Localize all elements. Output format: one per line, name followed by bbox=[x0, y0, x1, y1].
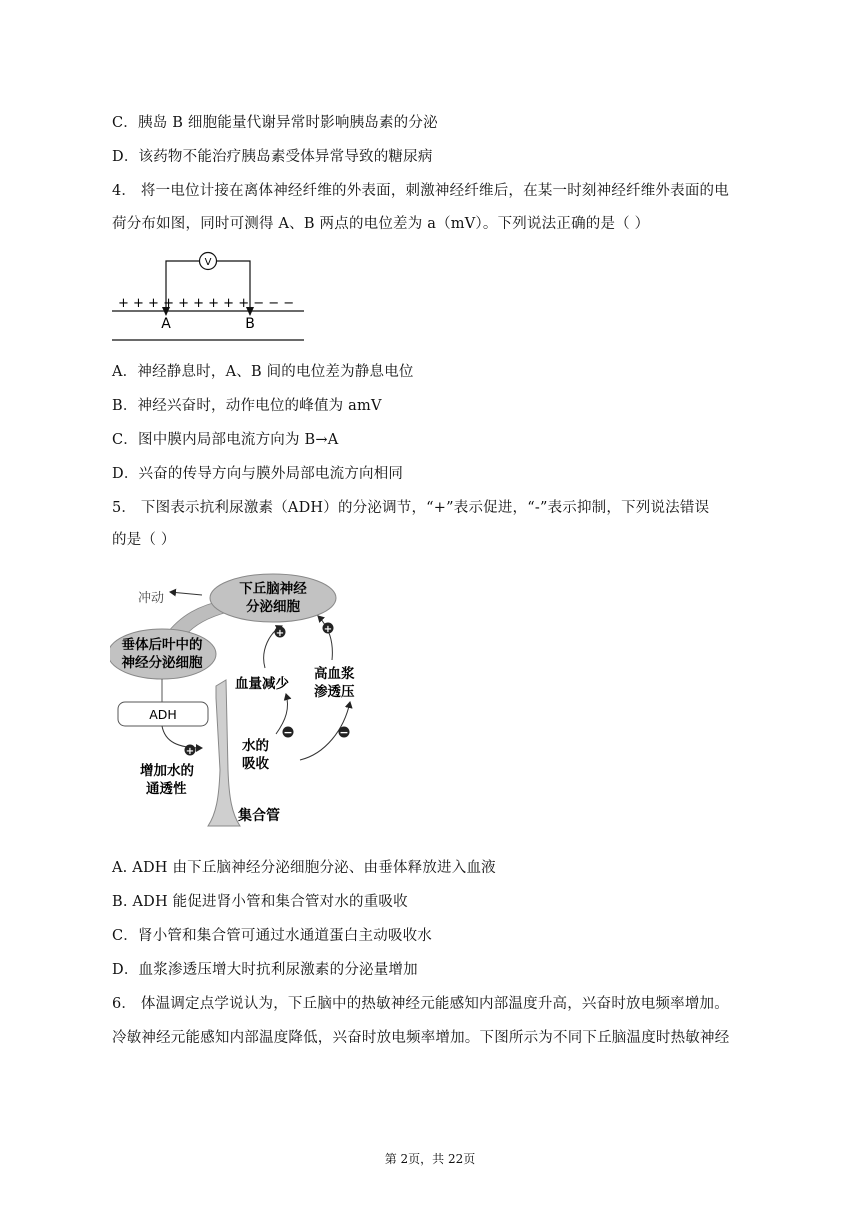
q6-line1: 6． 体温调定点学说认为，下丘脑中的热敏神经元能感知内部温度升高，兴奋时放电频率增加。 bbox=[112, 996, 729, 1012]
svg-text:−: − bbox=[283, 726, 293, 739]
high-osmotic-label-2: 渗透压 bbox=[314, 684, 355, 700]
q3-option-c: C．胰岛 B 细胞能量代谢异常时影响胰岛素的分泌 bbox=[112, 115, 438, 131]
permeability-label-2: 通透性 bbox=[146, 781, 187, 797]
high-osmotic-label-1: 高血浆 bbox=[314, 666, 355, 682]
q5-option-a: A. ADH 由下丘脑神经分泌细胞分泌、由垂体释放进入血液 bbox=[112, 860, 496, 876]
membrane-charges: + + + + + + + + + − − − bbox=[118, 296, 295, 311]
pituitary-label-1: 垂体后叶中的 bbox=[121, 637, 203, 653]
collecting-duct-label: 集合管 bbox=[238, 808, 280, 824]
q5-adh-regulation-figure bbox=[110, 570, 380, 835]
permeability-label-1: 增加水的 bbox=[140, 763, 194, 779]
q4-stem-line2: 荷分布如图，同时可测得 A、B 两点的电位差为 a（mV）。下列说法正确的是（ ） bbox=[112, 216, 650, 232]
svg-text:+: + bbox=[185, 746, 195, 757]
q3-option-d: D．该药物不能治疗胰岛素受体异常导致的糖尿病 bbox=[112, 149, 433, 165]
blood-loss-label: 血量减少 bbox=[235, 676, 289, 692]
svg-text:−: − bbox=[339, 726, 349, 739]
hypothalamus-label-1: 下丘脑神经 bbox=[239, 581, 307, 597]
q5-option-d: D．血浆渗透压增大时抗利尿激素的分泌量增加 bbox=[112, 962, 418, 978]
q4-option-a: A．神经静息时，A、B 间的电位差为静息电位 bbox=[112, 364, 414, 380]
q5-stem-line1: 5． 下图表示抗利尿激素（ADH）的分泌调节，“+”表示促进，“-”表示抑制，下列说法错误 bbox=[112, 500, 710, 516]
q5-option-b: B. ADH 能促进肾小管和集合管对水的重吸收 bbox=[112, 894, 408, 910]
svg-text:+: + bbox=[323, 624, 333, 635]
q5-option-c: C．肾小管和集合管可通过水通道蛋白主动吸收水 bbox=[112, 928, 432, 944]
water-absorption-label-1: 水的 bbox=[242, 738, 269, 754]
q4-option-b: B．神经兴奋时，动作电位的峰值为 amV bbox=[112, 398, 382, 414]
q4-option-c: C．图中膜内局部电流方向为 B→A bbox=[112, 432, 339, 448]
voltmeter-label: V bbox=[204, 257, 212, 268]
q4-option-d: D．兴奋的传导方向与膜外局部电流方向相同 bbox=[112, 466, 404, 482]
svg-text:+: + bbox=[275, 628, 285, 639]
impulse-label: 冲动 bbox=[138, 591, 165, 606]
adh-label: ADH bbox=[149, 707, 177, 722]
page-footer: 第 2页，共 22页 bbox=[384, 1152, 476, 1166]
point-b-label: B bbox=[245, 316, 255, 332]
q6-line2: 冷敏神经元能感知内部温度降低，兴奋时放电频率增加。下图所示为不同下丘脑温度时热敏神经 bbox=[112, 1030, 730, 1046]
pituitary-label-2: 神经分泌细胞 bbox=[121, 655, 203, 671]
water-absorption-label-2: 吸收 bbox=[242, 756, 269, 772]
q5-stem-line2: 的是（ ） bbox=[112, 532, 176, 548]
q4-nerve-fiber-figure bbox=[110, 244, 310, 344]
collecting-duct-shape bbox=[208, 680, 240, 826]
q4-stem-line1: 4． 将一电位计接在离体神经纤维的外表面，刺激神经纤维后，在某一时刻神经纤维外表面的电 bbox=[112, 183, 729, 199]
point-a-label: A bbox=[161, 316, 171, 332]
hypothalamus-label-2: 分泌细胞 bbox=[246, 599, 300, 615]
